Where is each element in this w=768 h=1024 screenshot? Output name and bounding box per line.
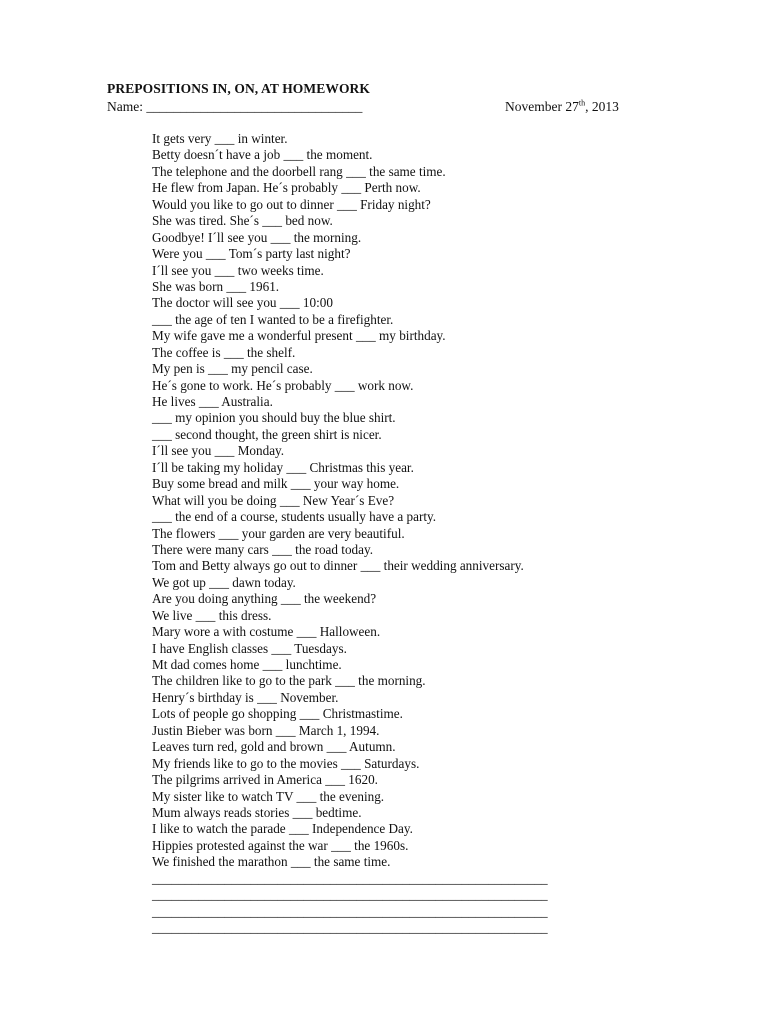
question-text: What will you be doing ___ New Year´s Eve? xyxy=(152,492,395,508)
name-field-label: Name: ________________________________ xyxy=(107,99,363,114)
question-text: I like to watch the parade ___ Independence Day. xyxy=(152,821,413,837)
question-text: She was born ___ 1961. xyxy=(152,278,280,294)
question-text: It gets very ___ in winter. xyxy=(152,131,288,146)
question-text: My friends like to go to the movies ___ Saturdays. xyxy=(152,755,420,771)
question-text: Mt dad comes home ___ lunchtime. xyxy=(152,657,342,672)
question-text: My sister like to watch TV ___ the evening. xyxy=(152,788,385,804)
date-main: November 27 xyxy=(505,99,579,114)
question-text: I´ll see you ___ Monday. xyxy=(152,443,285,459)
question-text: ____________________________________________________________ xyxy=(152,887,548,903)
question-text: Mary wore a with costume ___ Halloween. xyxy=(152,624,381,640)
date-suffix: th xyxy=(578,98,586,108)
question-text: ____________________________________________________________ xyxy=(152,920,548,935)
question-text: My pen is ___ my pencil case. xyxy=(152,361,313,377)
question-text: He flew from Japan. He´s probably ___ Perth now. xyxy=(152,180,421,196)
question-text: I´ll be taking my holiday ___ Christmas this year. xyxy=(152,459,414,475)
question-text: The flowers ___ your garden are very beautiful. xyxy=(152,525,405,541)
question-text: I have English classes ___ Tuesdays. xyxy=(152,640,347,656)
question-text: The pilgrims arrived in America ___ 1620. xyxy=(152,772,378,788)
question-text: My wife gave me a wonderful present ___ my birthday. xyxy=(152,328,446,344)
question-text: ___ second thought, the green shirt is nicer. xyxy=(152,426,382,442)
question-text: Henry´s birthday is ___ November. xyxy=(152,689,339,705)
question-text: Lots of people go shopping ___ Christmastime. xyxy=(152,706,403,722)
question-text: I´ll see you ___ two weeks time. xyxy=(152,262,324,278)
question-text: Justin Bieber was born ___ March 1, 1994. xyxy=(152,722,380,738)
question-text: We finished the marathon ___ the same time. xyxy=(152,854,391,870)
question-text: There were many cars ___ the road today. xyxy=(152,541,374,557)
question-text: She was tired. She´s ___ bed now. xyxy=(152,213,333,229)
question-text: The doctor will see you ___ 10:00 xyxy=(152,295,333,311)
question-text: Betty doesn´t have a job ___ the moment. xyxy=(152,147,373,163)
question-text: We live ___ this dress. xyxy=(152,607,272,623)
document-title: PREPOSITIONS IN, ON, AT HOMEWORK xyxy=(107,81,370,96)
question-text: ____________________________________________________________ xyxy=(152,870,548,886)
question-text: The children like to go to the park ___ the morning. xyxy=(152,673,426,689)
question-text: Goodbye! I´ll see you ___ the morning. xyxy=(152,229,362,245)
question-text: We got up ___ dawn today. xyxy=(152,574,296,590)
question-text: ___ the end of a course, students usually have a party. xyxy=(152,509,437,525)
question-text: Leaves turn red, gold and brown ___ Autumn. xyxy=(152,739,396,755)
question-text: The coffee is ___ the shelf. xyxy=(152,344,296,360)
question-text: Mum always reads stories ___ bedtime. xyxy=(152,804,362,820)
question-text: The telephone and the doorbell rang ___ the same time. xyxy=(152,163,446,179)
question-text: Tom and Betty always go out to dinner ___ their wedding anniversary. xyxy=(152,558,524,574)
question-text: ____________________________________________________________ xyxy=(152,903,548,919)
question-text: ___ my opinion you should buy the blue shirt. xyxy=(152,410,396,426)
question-text: He´s gone to work. He´s probably ___ work now. xyxy=(152,377,414,393)
question-text: ___ the age of ten I wanted to be a firefighter. xyxy=(152,311,394,327)
question-text: Are you doing anything ___ the weekend? xyxy=(152,591,377,607)
document-date xyxy=(505,99,619,115)
question-text: Hippies protested against the war ___ the 1960s. xyxy=(152,837,409,853)
question-text: Were you ___ Tom´s party last night? xyxy=(152,246,351,262)
question-text: Buy some bread and milk ___ your way home. xyxy=(152,476,400,492)
date-year: , 2013 xyxy=(585,99,619,114)
question-text: He lives ___ Australia. xyxy=(152,394,273,409)
question-text: Would you like to go out to dinner ___ Friday night? xyxy=(152,196,431,212)
